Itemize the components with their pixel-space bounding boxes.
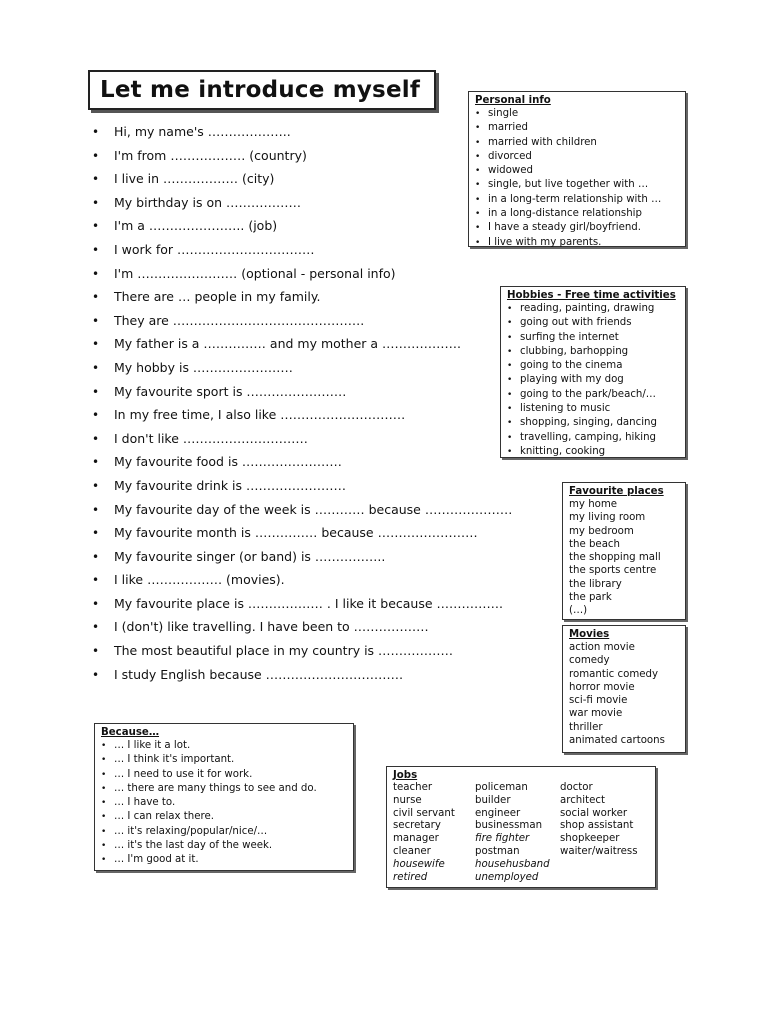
job-item: shopkeeper	[560, 833, 620, 845]
sentence-item: • The most beautiful place in my country is ………………	[92, 639, 512, 663]
sentence-item: • I like ……………… (movies).	[92, 568, 512, 592]
list-item: • going to the cinema	[507, 359, 679, 373]
sentence-item: • I'm a ………………….. (job)	[92, 214, 512, 238]
page-title: Let me introduce myself	[100, 77, 421, 103]
sentence-item: • I'm from ……………… (country)	[92, 144, 512, 168]
sentence-item: • In my free time, I also like …………………………	[92, 403, 512, 427]
list-item: • reading, painting, drawing	[507, 302, 679, 316]
job-item: fire fighter	[475, 833, 530, 845]
list-item: • … I think it's important.	[101, 753, 347, 767]
sentence-item: • There are … people in my family.	[92, 285, 512, 309]
list-item: • travelling, camping, hiking	[507, 431, 679, 445]
movies-box	[562, 625, 686, 753]
list-item: • playing with my dog	[507, 373, 679, 387]
job-item: retired	[393, 871, 428, 883]
sentence-item: • My favourite singer (or band) is ……………..	[92, 545, 512, 569]
job-item: shop assistant	[560, 820, 634, 832]
movies-heading: Movies	[569, 629, 610, 640]
list-item: animated cartoons	[569, 735, 665, 747]
list-item: the sports centre	[569, 565, 657, 577]
sentence-item: • I study English because ……………………………	[92, 663, 512, 687]
job-item: businessman	[475, 820, 543, 832]
list-item: • married	[475, 121, 679, 135]
list-item: the beach	[569, 538, 620, 550]
list-item: the park	[569, 592, 612, 604]
list-item: • going out with friends	[507, 316, 679, 330]
list-item: • single, but live together with …	[475, 178, 679, 192]
list-item: • married with children	[475, 136, 679, 150]
list-item: • widowed	[475, 164, 679, 178]
favourite-places-heading: Favourite places	[569, 486, 664, 497]
job-item: secretary	[393, 820, 441, 832]
job-item: cleaner	[393, 845, 431, 857]
sentence-item: • Hi, my name's ………………..	[92, 120, 512, 144]
job-item: builder	[475, 794, 511, 806]
favourite-places-box	[562, 482, 686, 620]
personal-info-box	[468, 91, 686, 247]
list-item: (…)	[569, 605, 588, 617]
list-item: action movie	[569, 642, 635, 653]
job-item: architect	[560, 794, 605, 806]
list-item: • … I like it a lot.	[101, 739, 347, 753]
list-item: the shopping mall	[569, 552, 661, 564]
sentence-item: • I live in ……………… (city)	[92, 167, 512, 191]
list-item: • going to the park/beach/…	[507, 388, 679, 402]
job-item: teacher	[393, 782, 433, 793]
list-item: sci-fi movie	[569, 695, 628, 707]
list-item: • listening to music	[507, 402, 679, 416]
list-item: • surfing the internet	[507, 331, 679, 345]
sentence-item: • They are ……………………………………….	[92, 309, 512, 333]
list-item: my home	[569, 499, 618, 510]
list-item: • … I'm good at it.	[101, 853, 347, 867]
personal-info-heading: Personal info	[475, 95, 551, 106]
sentence-item: • I (don't) like travelling. I have been to ………………	[92, 615, 512, 639]
job-item: housewife	[393, 858, 445, 870]
list-item: • single	[475, 107, 679, 121]
sentence-item: • My father is a …………… and my mother a ……………….	[92, 332, 512, 356]
list-item: thriller	[569, 721, 603, 733]
job-item: civil servant	[393, 807, 455, 819]
list-item: • shopping, singing, dancing	[507, 416, 679, 430]
list-item: • in a long-distance relationship	[475, 207, 679, 221]
sentence-item: • I work for ……………………………	[92, 238, 512, 262]
list-item: • I live with my parents.	[475, 236, 679, 250]
job-item: unemployed	[475, 871, 539, 883]
list-item: • … I need to use it for work.	[101, 768, 347, 782]
list-item: • I have a steady girl/boyfriend.	[475, 221, 679, 235]
sentence-item: • My favourite place is ……………… . I like it because …………….	[92, 592, 512, 616]
list-item: • … it's relaxing/popular/nice/…	[101, 825, 347, 839]
list-item: • knitting, cooking	[507, 445, 679, 459]
list-item: romantic comedy	[569, 668, 659, 680]
list-item: war movie	[569, 708, 623, 720]
list-item: horror movie	[569, 681, 635, 693]
list-item: • … I have to.	[101, 796, 347, 810]
job-item: manager	[393, 833, 439, 845]
jobs-heading: Jobs	[393, 770, 418, 781]
jobs-box	[386, 766, 656, 888]
sentence-item: • My hobby is ……………………	[92, 356, 512, 380]
list-item: • … there are many things to see and do.	[101, 782, 347, 796]
list-item: comedy	[569, 655, 610, 667]
list-item: • clubbing, barhopping	[507, 345, 679, 359]
job-item: policeman	[475, 782, 528, 793]
because-box	[94, 723, 354, 871]
sentence-item: • My birthday is on ………………	[92, 191, 512, 215]
job-item: postman	[475, 845, 520, 857]
sentence-item: • I'm …………………… (optional - personal info)	[92, 262, 512, 286]
because-heading: Because…	[101, 727, 160, 738]
sentence-item: • My favourite food is ……………………	[92, 450, 512, 474]
sentence-item: • My favourite month is …………… because ……………………	[92, 521, 512, 545]
list-item: my bedroom	[569, 525, 634, 537]
list-item: • divorced	[475, 150, 679, 164]
sentence-item: • My favourite drink is ……………………	[92, 474, 512, 498]
list-item: • in a long-term relationship with …	[475, 193, 679, 207]
sentence-item: • My favourite day of the week is ………… because …………………	[92, 498, 512, 522]
job-item: nurse	[393, 794, 422, 806]
job-item: engineer	[475, 807, 521, 819]
sentence-item: • My favourite sport is ……………………	[92, 380, 512, 404]
hobbies-heading: Hobbies - Free time activities	[507, 290, 676, 301]
list-item: • … it's the last day of the week.	[101, 839, 347, 853]
job-item: doctor	[560, 782, 593, 793]
list-item: • … I can relax there.	[101, 810, 347, 824]
hobbies-box	[500, 286, 686, 458]
list-item: the library	[569, 578, 622, 590]
job-item: waiter/waitress	[560, 845, 638, 857]
job-item: househusband	[475, 858, 550, 870]
sentence-list	[92, 120, 512, 686]
job-item: social worker	[560, 807, 628, 819]
title-box	[88, 70, 436, 110]
list-item: my living room	[569, 512, 646, 524]
sentence-item: • I don't like …………………………	[92, 427, 512, 451]
